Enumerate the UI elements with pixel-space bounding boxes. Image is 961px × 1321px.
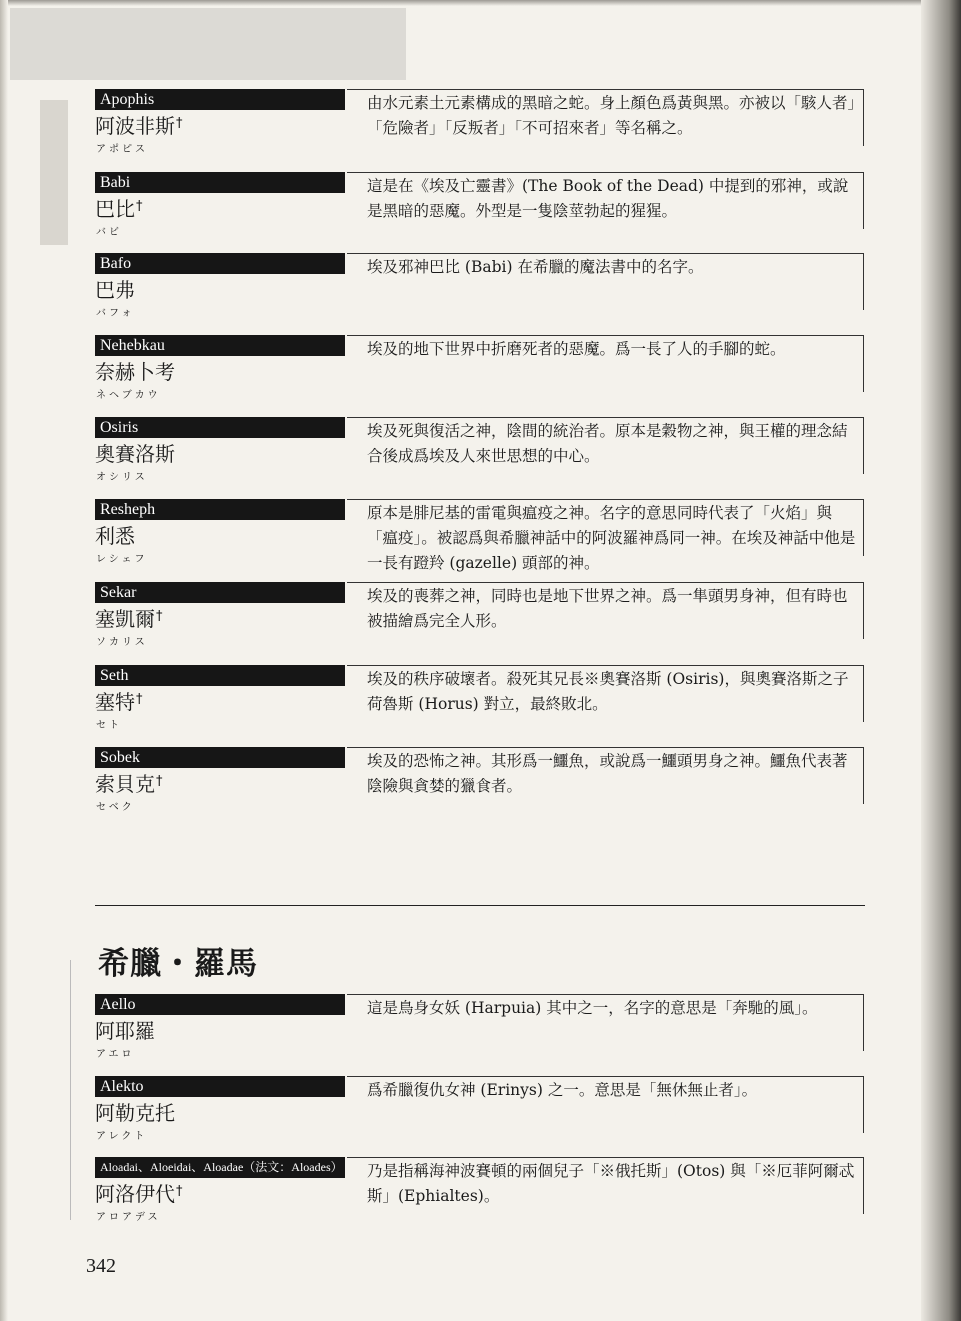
entry-kana: バフォ bbox=[96, 308, 135, 319]
entry-chinese-name: 奈赫卜考 bbox=[95, 360, 175, 384]
entry-latin-name: Sobek bbox=[95, 747, 345, 768]
entry-description: 原本是腓尼基的雷電與瘟疫之神。名字的意思同時代表了「火焰」與「瘟疫」。被認爲與希臘神話中的阿波羅神爲同一神。在埃及神話中他是一長有蹬羚 (gazelle) 頭部的神。 bbox=[367, 504, 856, 572]
entry-chinese-name: 巴比† bbox=[95, 197, 143, 221]
entry-kana: アレクト bbox=[96, 1131, 148, 1142]
entry-kana: アロアデス bbox=[96, 1212, 161, 1223]
book-spine bbox=[921, 0, 961, 1321]
entry-latin-name: Seth bbox=[95, 665, 345, 686]
section-title: 希臘・羅馬 bbox=[98, 946, 258, 982]
entry-latin-name: Nehebkau bbox=[95, 335, 345, 356]
dagger-mark: † bbox=[176, 116, 183, 131]
bleed-through-block bbox=[10, 8, 406, 80]
dagger-mark: † bbox=[156, 774, 163, 789]
entry-chinese-name: 阿勒克托 bbox=[95, 1101, 175, 1125]
entry-latin-name: Resheph bbox=[95, 499, 345, 520]
entry-kana: ネヘブカウ bbox=[96, 390, 161, 401]
dagger-mark: † bbox=[156, 609, 163, 624]
entry-latin-name: Bafo bbox=[95, 253, 345, 274]
page-left-shadow bbox=[0, 0, 8, 1321]
entry-chinese-name: 奧賽洛斯 bbox=[95, 442, 175, 466]
entry-chinese-name: 利悉 bbox=[95, 524, 135, 548]
page-top-edge bbox=[0, 0, 961, 6]
page-number: 342 bbox=[86, 1255, 116, 1277]
entry-kana: バビ bbox=[96, 227, 122, 238]
entry-latin-name: Alekto bbox=[95, 1076, 345, 1097]
entry-description: 乃是指稱海神波賽頓的兩個兒子「※俄托斯」(Otos) 與「※厄菲阿爾忒斯」(Ephialtes)。 bbox=[367, 1162, 855, 1205]
left-margin-rule bbox=[70, 960, 71, 1220]
entry-description: 埃及的秩序破壞者。殺死其兄長※奧賽洛斯 (Osiris)，與奧賽洛斯之子荷魯斯 (Horus) 對立，最終敗北。 bbox=[367, 670, 849, 713]
entry-latin-name: Sekar bbox=[95, 582, 345, 603]
entry-description: 埃及死與復活之神，陰間的統治者。原本是穀物之神，與王權的理念結合後成爲埃及人來世思想的中心。 bbox=[367, 422, 848, 465]
entry-latin-name: Aello bbox=[95, 994, 345, 1015]
entry-chinese-name: 塞特† bbox=[95, 690, 143, 714]
entry-kana: アエロ bbox=[96, 1049, 135, 1060]
entry-description: 由水元素土元素構成的黑暗之蛇。身上顏色爲黃與黑。亦被以「駭人者」「危險者」「反叛者」「不可招來者」等名稱之。 bbox=[367, 94, 856, 137]
entry-latin-name: Osiris bbox=[95, 417, 345, 438]
dagger-mark: † bbox=[176, 1184, 183, 1199]
entry-description: 爲希臘復仇女神 (Erinys) 之一。意思是「無休無止者」。 bbox=[367, 1081, 758, 1099]
entry-latin-name: Apophis bbox=[95, 89, 345, 110]
entry-description: 這是鳥身女妖 (Harpuia) 其中之一，名字的意思是「奔馳的風」。 bbox=[367, 999, 818, 1017]
entry-latin-name: Aloadai、Aloeidai、Aloadae（法文：Aloades） bbox=[95, 1157, 345, 1178]
entry-kana: セト bbox=[96, 720, 122, 731]
side-chapter-tab bbox=[40, 100, 68, 245]
entry-description: 埃及的恐怖之神。其形爲一鱷魚，或說爲一鱷頭男身之神。鱷魚代表著陰險與貪婪的獵食者。 bbox=[367, 752, 848, 795]
entry-kana: アポピス bbox=[96, 144, 148, 155]
dagger-mark: † bbox=[136, 692, 143, 707]
entry-kana: レシェフ bbox=[96, 554, 148, 565]
entry-kana: オシリス bbox=[96, 472, 148, 483]
entry-kana: セベク bbox=[96, 802, 135, 813]
entry-description: 埃及的喪葬之神，同時也是地下世界之神。爲一隼頭男身神，但有時也被描繪爲完全人形。 bbox=[367, 587, 848, 630]
entry-chinese-name: 阿耶羅 bbox=[95, 1019, 155, 1043]
entry-chinese-name: 塞凱爾† bbox=[95, 607, 163, 631]
entry-kana: ソカリス bbox=[96, 637, 148, 648]
section-divider bbox=[95, 905, 865, 906]
entry-chinese-name: 巴弗 bbox=[95, 278, 135, 302]
entry-chinese-name: 阿洛伊代† bbox=[95, 1182, 183, 1206]
entry-description: 埃及邪神巴比 (Babi) 在希臘的魔法書中的名字。 bbox=[367, 258, 704, 276]
entry-description: 埃及的地下世界中折磨死者的惡魔。爲一長了人的手腳的蛇。 bbox=[367, 340, 786, 358]
dagger-mark: † bbox=[136, 199, 143, 214]
entry-description: 這是在《埃及亡靈書》(The Book of the Dead) 中提到的邪神，或說是黑暗的惡魔。外型是一隻陰莖勃起的猩猩。 bbox=[367, 177, 849, 220]
entry-latin-name: Babi bbox=[95, 172, 345, 193]
entry-chinese-name: 阿波非斯† bbox=[95, 114, 183, 138]
entry-chinese-name: 索貝克† bbox=[95, 772, 163, 796]
